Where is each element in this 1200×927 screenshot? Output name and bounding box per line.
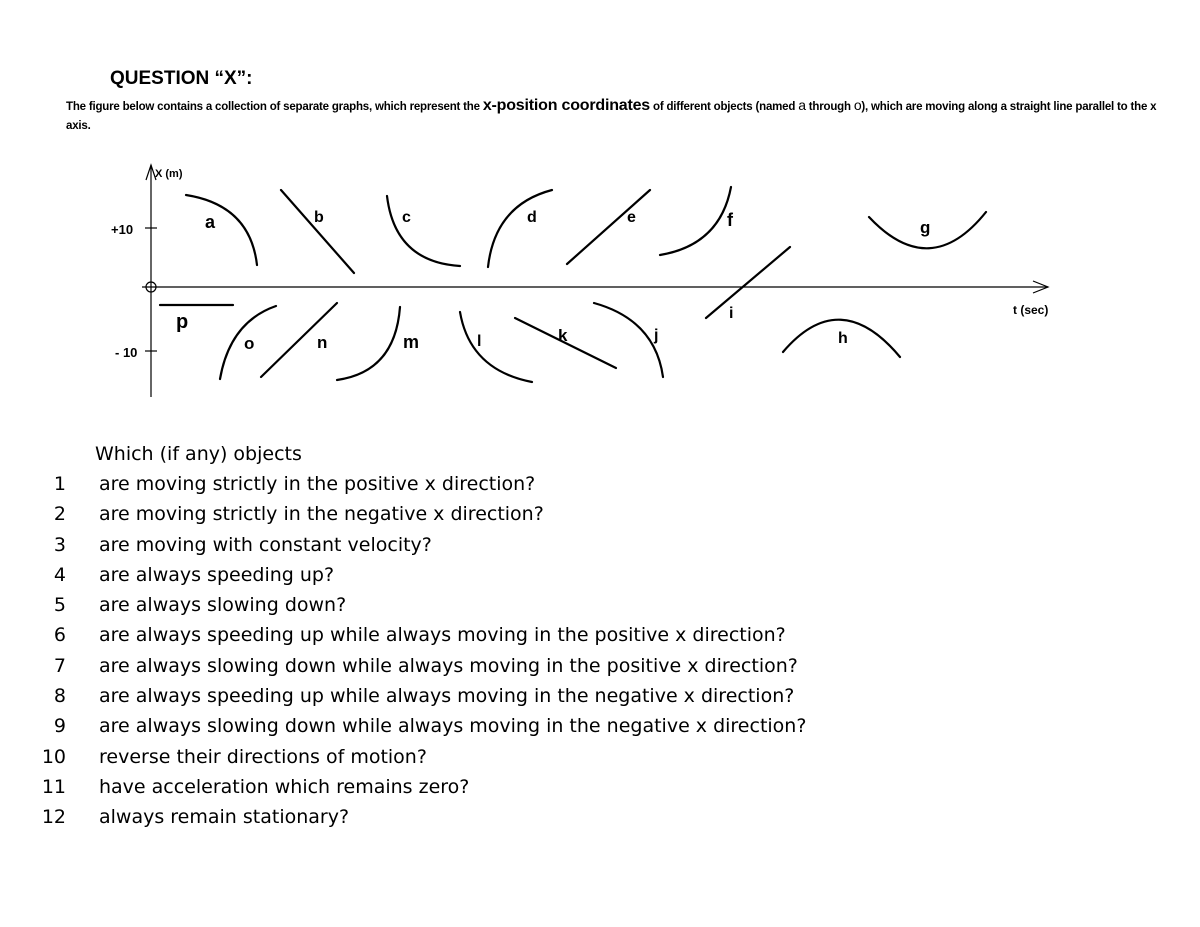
- question-text: are moving strictly in the positive x direction?: [99, 473, 536, 495]
- curve-label-f: f: [727, 210, 733, 230]
- question-number: 1: [53, 473, 66, 495]
- intro-part-2: of different objects (named: [650, 101, 799, 113]
- question-text: are always slowing down while always moving in the negative x direction?: [99, 715, 807, 738]
- curve-c: [387, 196, 460, 266]
- question-text: are always slowing down?: [99, 594, 347, 617]
- curve-label-o: o: [244, 334, 255, 353]
- position-time-figure: [0, 150, 1200, 410]
- curve-label-l: l: [477, 333, 482, 350]
- question-text: are moving strictly in the negative x direction?: [99, 503, 544, 526]
- curve-label-j: j: [654, 327, 659, 344]
- y-axis-label: X (m): [155, 168, 183, 180]
- curve-label-d: d: [527, 209, 537, 226]
- question-number: 11: [41, 775, 66, 798]
- curve-label-i: i: [729, 305, 734, 322]
- curve-f: [660, 187, 731, 255]
- question-title: QUESTION “X”:: [110, 68, 253, 89]
- question-number: 10: [41, 745, 66, 768]
- question-number: 9: [53, 715, 66, 738]
- curve-j: [594, 303, 663, 377]
- curve-label-a: a: [205, 212, 216, 232]
- question-text: are moving with constant velocity?: [99, 533, 432, 556]
- curve-label-m: m: [403, 332, 420, 352]
- curve-d: [488, 190, 552, 267]
- x-axis-label: t (sec): [1013, 303, 1049, 317]
- curve-label-h: h: [838, 330, 848, 347]
- question-number: 5: [53, 594, 66, 617]
- curve-l: [460, 312, 532, 382]
- curve-label-g: g: [920, 218, 931, 237]
- questions-intro: Which (if any) objects: [95, 443, 302, 465]
- question-number: 7: [53, 654, 66, 677]
- intro-part-1: The figure below contains a collection of separate graphs, which represent the: [66, 101, 483, 113]
- curve-label-k: k: [558, 326, 568, 345]
- intro-last-name: o: [853, 97, 862, 113]
- question-text: are always slowing down while always moving in the positive x direction?: [99, 654, 798, 677]
- question-text: are always speeding up?: [99, 563, 335, 586]
- question-number: 12: [41, 806, 66, 829]
- intro-paragraph: [66, 96, 1176, 136]
- intro-first-name: a: [798, 97, 806, 113]
- curve-a: [186, 195, 257, 265]
- curve-label-n: n: [317, 333, 328, 352]
- y-tick-label-minus-10: - 10: [115, 345, 138, 360]
- curve-label-e: e: [627, 209, 636, 226]
- intro-emphasis: x-position coordinates: [482, 97, 650, 114]
- curve-label-b: b: [314, 209, 324, 226]
- intro-part-3: through: [805, 101, 854, 113]
- question-number: 4: [53, 563, 66, 586]
- question-text: always remain stationary?: [99, 806, 350, 829]
- curve-label-p: p: [176, 311, 189, 333]
- question-number: 3: [53, 533, 66, 556]
- question-text: have acceleration which remains zero?: [99, 775, 470, 798]
- curve-label-c: c: [402, 209, 411, 226]
- question-text: are always speeding up while always moving in the negative x direction?: [99, 685, 795, 708]
- question-number: 8: [53, 685, 66, 708]
- curve-e: [567, 190, 650, 264]
- question-number: 6: [53, 624, 66, 647]
- question-number: 2: [53, 503, 66, 526]
- question-text: reverse their directions of motion?: [99, 745, 427, 768]
- question-text: are always speeding up while always moving in the positive x direction?: [99, 624, 786, 647]
- intro-part-4: ), which are moving along a straight line parallel to the x axis.: [66, 101, 1157, 132]
- curve-i: [706, 247, 790, 318]
- curve-m: [337, 307, 400, 380]
- curve-b: [281, 190, 354, 273]
- y-tick-label-plus-10: +10: [111, 222, 134, 237]
